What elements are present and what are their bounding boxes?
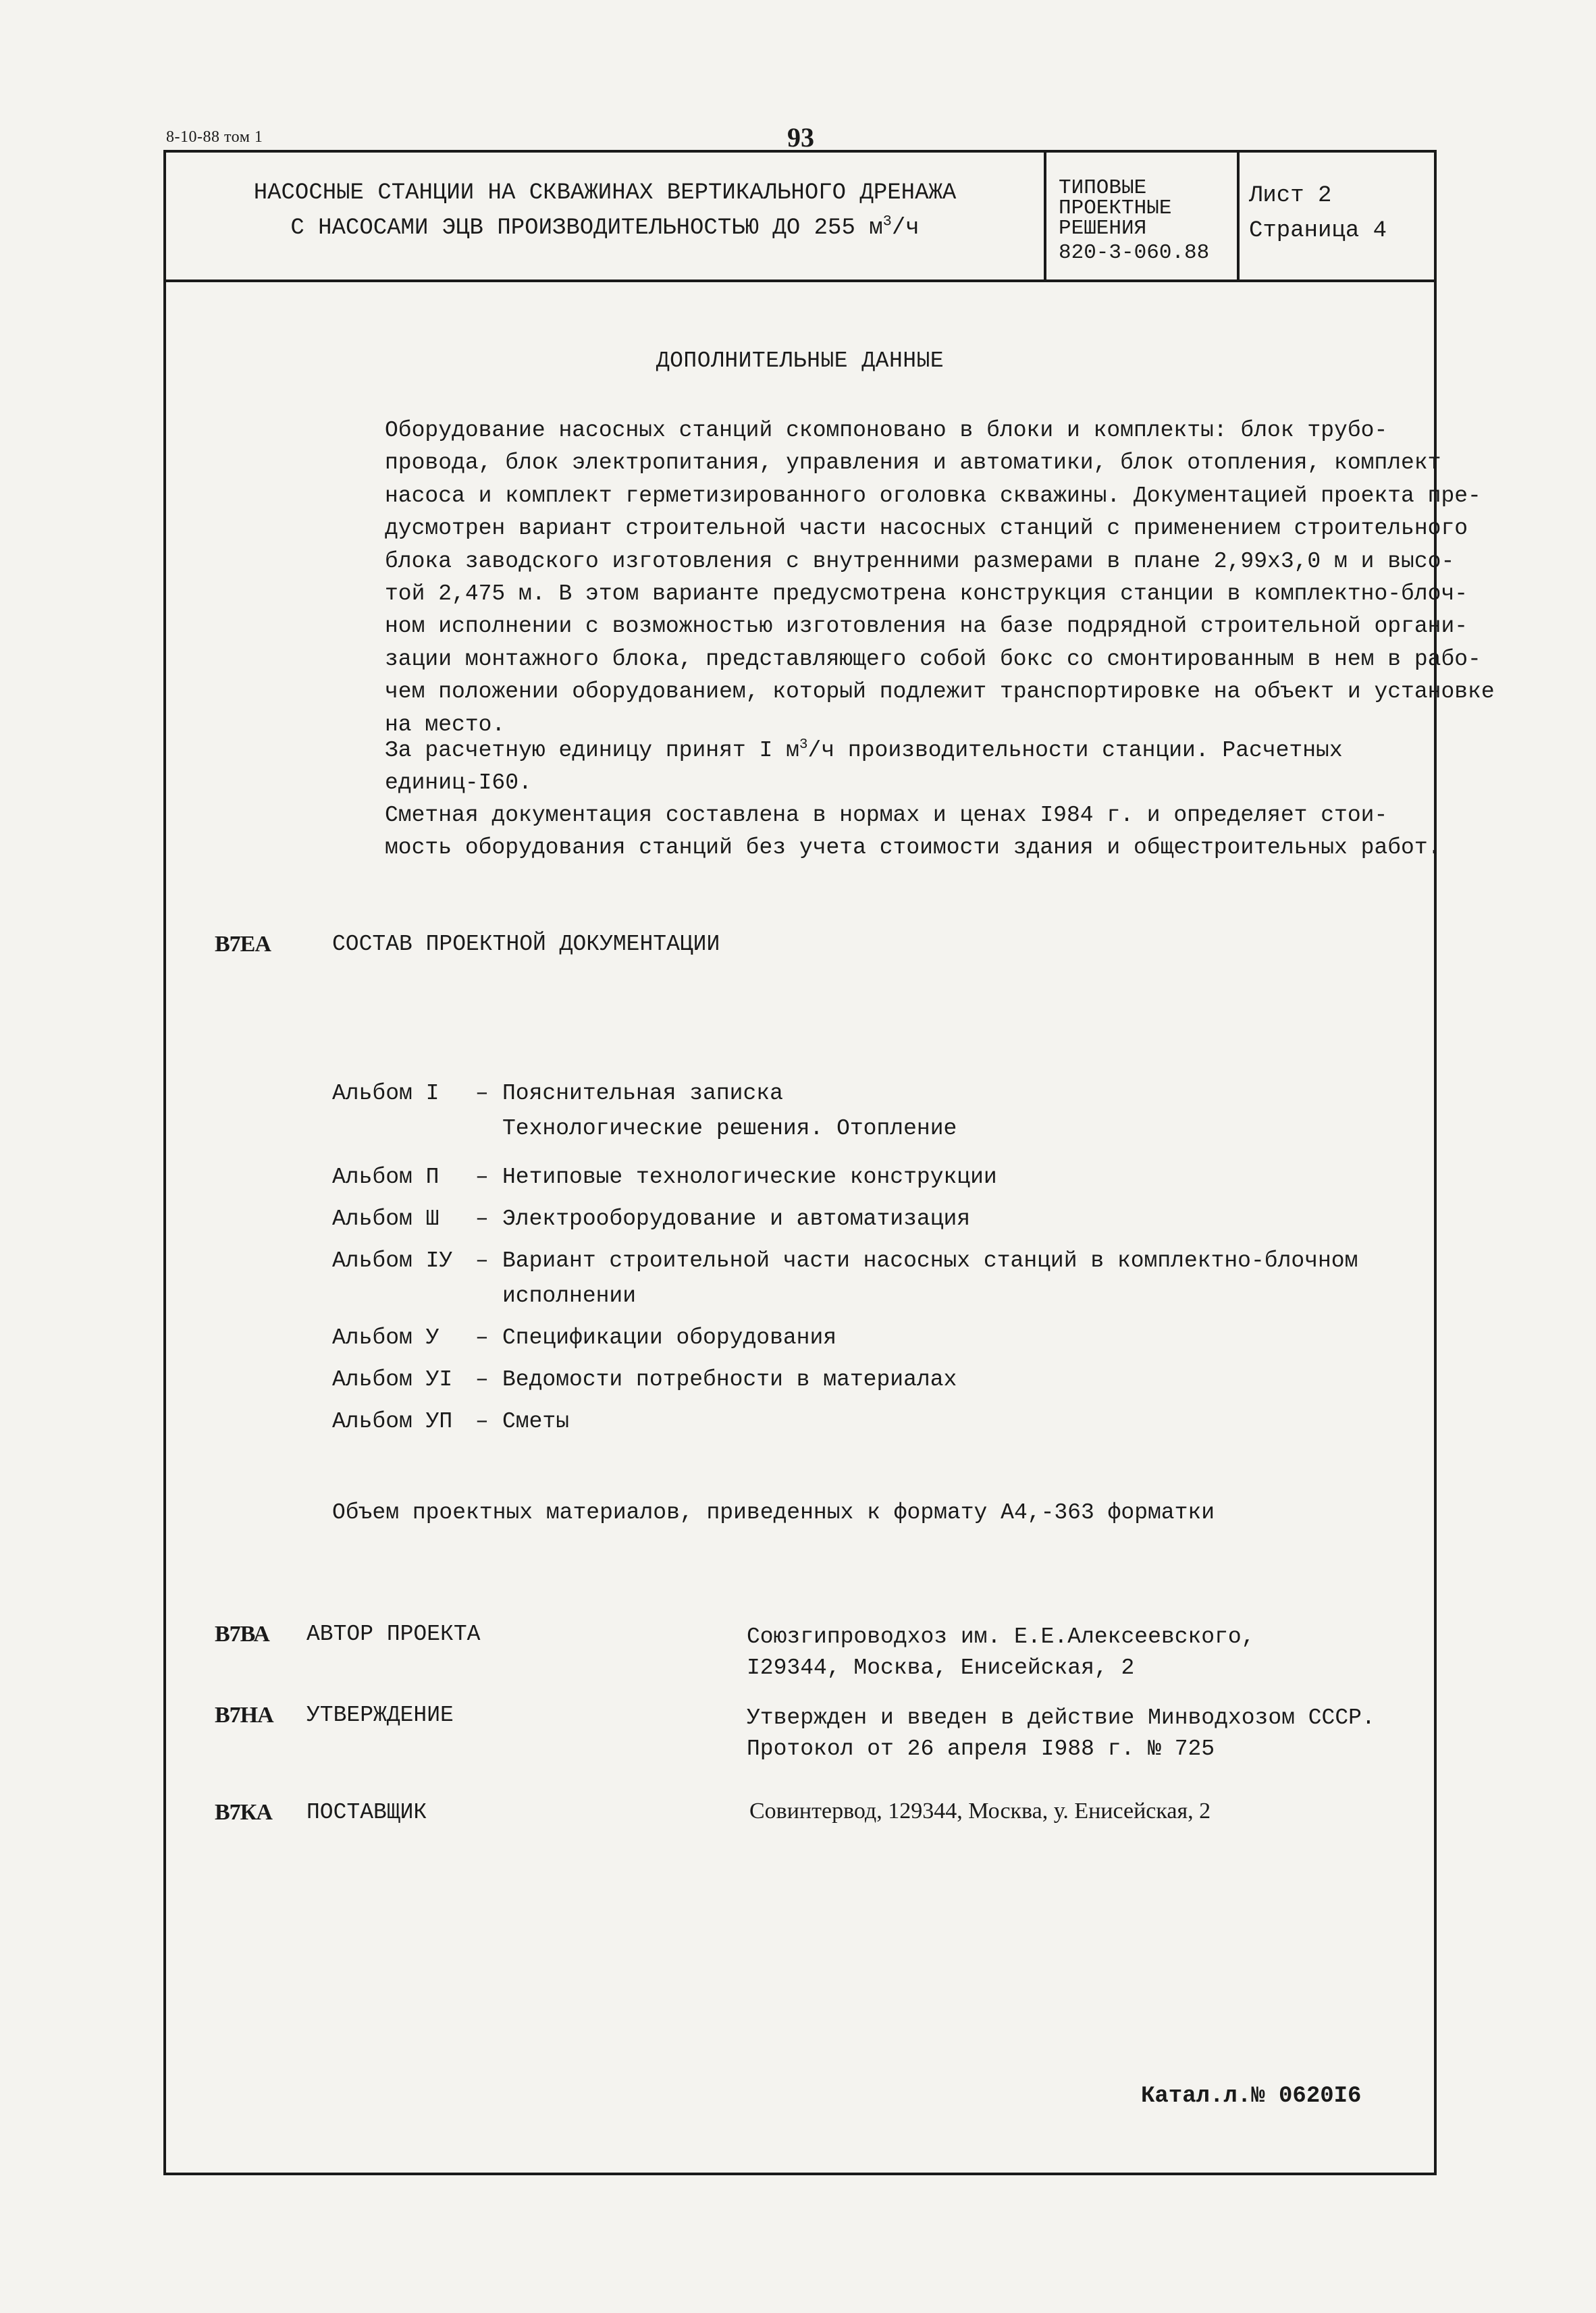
type-line-3: РЕШЕНИЯ: [1059, 217, 1147, 240]
equipment-line: зации монтажного блока, представляющего собой бокс со смонтированным в нем в рабо-: [385, 646, 1481, 672]
supplier-label: ПОСТАВЩИК: [307, 1800, 427, 1825]
album-name: Альбом УI: [332, 1367, 453, 1392]
album-dash: –: [475, 1248, 489, 1273]
album-description-line: Пояснительная записка: [502, 1081, 783, 1106]
album-name: Альбом П: [332, 1165, 440, 1190]
album-description-line: Технологические решения. Отопление: [502, 1116, 957, 1141]
volume-note: Объем проектных материалов, приведенных к формату А4,-363 форматки: [332, 1500, 1215, 1525]
approval-code: В7НА: [215, 1703, 273, 1728]
estimate-line: мость оборудования станций без учета стоимости здания и общестроительных работ.: [385, 835, 1441, 861]
album-dash: –: [475, 1206, 489, 1231]
page-label: Страница 4: [1249, 218, 1387, 244]
equipment-line: чем положении оборудованием, который подлежит транспортировке на объект и установке: [385, 679, 1495, 705]
equipment-line: провода, блок электропитания, управления и автоматики, блок отопления, комплект: [385, 450, 1441, 476]
album-description-line: Вариант строительной части насосных станций в комплектно-блочном: [502, 1248, 1358, 1273]
supplier-value: Совинтервод, 129344, Москва, у. Енисейская, 2: [749, 1799, 1211, 1824]
album-name: Альбом I: [332, 1081, 440, 1106]
equipment-line: дусмотрен вариант строительной части насосных станций с применением строительного: [385, 516, 1468, 541]
paragraph-equipment: [385, 415, 1495, 741]
album-description: [502, 1202, 970, 1237]
title-line-1: НАСОСНЫЕ СТАНЦИИ НА СКВАЖИНАХ ВЕРТИКАЛЬНОГО ДРЕНАЖА: [253, 180, 957, 206]
type-line-2: ПРОЕКТНЫЕ: [1059, 196, 1172, 220]
title-line-2: [166, 211, 1044, 246]
equipment-line: насоса и комплект герметизированного оголовка скважины. Документацией проекта пре-: [385, 483, 1481, 508]
author-line-1: Союзгипроводхоз им. Е.Е.Алексеевского,: [747, 1624, 1255, 1649]
equipment-line: Оборудование насосных станций скомпоновано в блоки и комплекты: блок трубо-: [385, 418, 1388, 443]
document-title: [166, 153, 1044, 280]
catalog-text: Катал.л.№ 0620I6: [1141, 2083, 1362, 2109]
title-block: [166, 153, 1434, 282]
calc-unit-sup: 3: [799, 737, 808, 753]
author-line-2: I29344, Москва, Енисейская, 2: [747, 1655, 1135, 1680]
album-dash: –: [475, 1325, 489, 1350]
page-number: 93: [787, 122, 814, 153]
calc-unit-text: За расчетную единицу принят I м: [385, 738, 799, 763]
album-name: Альбом Ш: [332, 1206, 440, 1231]
sheet-number: Лист 2: [1249, 183, 1332, 209]
album-description: [502, 1404, 569, 1439]
composition-title: СОСТАВ ПРОЕКТНОЙ ДОКУМЕНТАЦИИ: [332, 932, 720, 957]
album-name: Альбом У: [332, 1325, 440, 1350]
album-description-line: Сметы: [502, 1409, 570, 1434]
approval-value: [747, 1703, 1375, 1765]
calc-unit-line-1: [385, 735, 1385, 767]
supplier-code: В7КА: [215, 1800, 272, 1825]
paragraph-calc-unit: [385, 735, 1385, 800]
album-description: [502, 1362, 957, 1398]
album-dash: –: [475, 1081, 489, 1106]
title-line-2-unit: /ч: [891, 215, 920, 241]
album-name: Альбом УП: [332, 1409, 453, 1434]
type-line-1: ТИПОВЫЕ: [1059, 176, 1147, 200]
document-frame: [163, 150, 1495, 2175]
section-title: ДОПОЛНИТЕЛЬНЫЕ ДАННЫЕ: [656, 348, 945, 373]
title-line-2-sup: 3: [882, 213, 892, 230]
author-label: АВТОР ПРОЕКТА: [307, 1622, 481, 1647]
equipment-line: на место.: [385, 712, 506, 737]
type-solutions-cell: [1044, 153, 1240, 280]
album-description-line: Ведомости потребности в материалах: [502, 1367, 957, 1392]
equipment-line: ном исполнении с возможностью изготовления на базе подрядной строительной органи-: [385, 614, 1468, 639]
calc-unit-line-2: единиц-I60.: [385, 770, 532, 796]
album-description-line: Нетиповые технологические конструкции: [502, 1165, 997, 1190]
album-dash: –: [475, 1165, 489, 1190]
equipment-line: той 2,475 м. В этом варианте предусмотрена конструкция станции в комплектно-блоч-: [385, 581, 1468, 607]
album-description: [502, 1244, 1358, 1314]
album-description-line: Спецификации оборудования: [502, 1325, 837, 1350]
author-code: В7ВА: [215, 1622, 269, 1647]
album-description-line: исполнении: [502, 1283, 637, 1308]
equipment-line: блока заводского изготовления с внутренними размерами в плане 2,99х3,0 м и высо-: [385, 548, 1455, 574]
album-dash: –: [475, 1409, 489, 1434]
title-line-2-text: С НАСОСАМИ ЭЦВ ПРОИЗВОДИТЕЛЬНОСТЬЮ ДО 255 м: [290, 215, 883, 241]
approval-label: УТВЕРЖДЕНИЕ: [307, 1703, 454, 1728]
series-label: 8-10-88 том 1: [166, 128, 263, 146]
composition-code: В7ЕА: [215, 932, 271, 957]
type-code: 820-3-060.88: [1059, 241, 1210, 265]
approval-line-1: Утвержден и введен в действие Минводхозом СССР.: [747, 1705, 1375, 1730]
approval-line-2: Протокол от 26 апреля I988 г. № 725: [747, 1736, 1215, 1761]
estimate-line: Сметная документация составлена в нормах и ценах I984 г. и определяет стои-: [385, 803, 1388, 828]
album-dash: –: [475, 1367, 489, 1392]
album-name: Альбом IУ: [332, 1248, 453, 1273]
catalog-number: [1141, 2083, 1361, 2109]
author-value: [747, 1622, 1255, 1684]
paragraph-estimate: [385, 799, 1441, 865]
calc-unit-text-rest: /ч производительности станции. Расчетных: [807, 738, 1343, 763]
album-description: [502, 1160, 997, 1195]
album-description: [502, 1321, 836, 1356]
album-description: [502, 1076, 957, 1146]
sheet-cell: [1240, 153, 1437, 280]
album-description-line: Электрооборудование и автоматизация: [502, 1206, 971, 1231]
